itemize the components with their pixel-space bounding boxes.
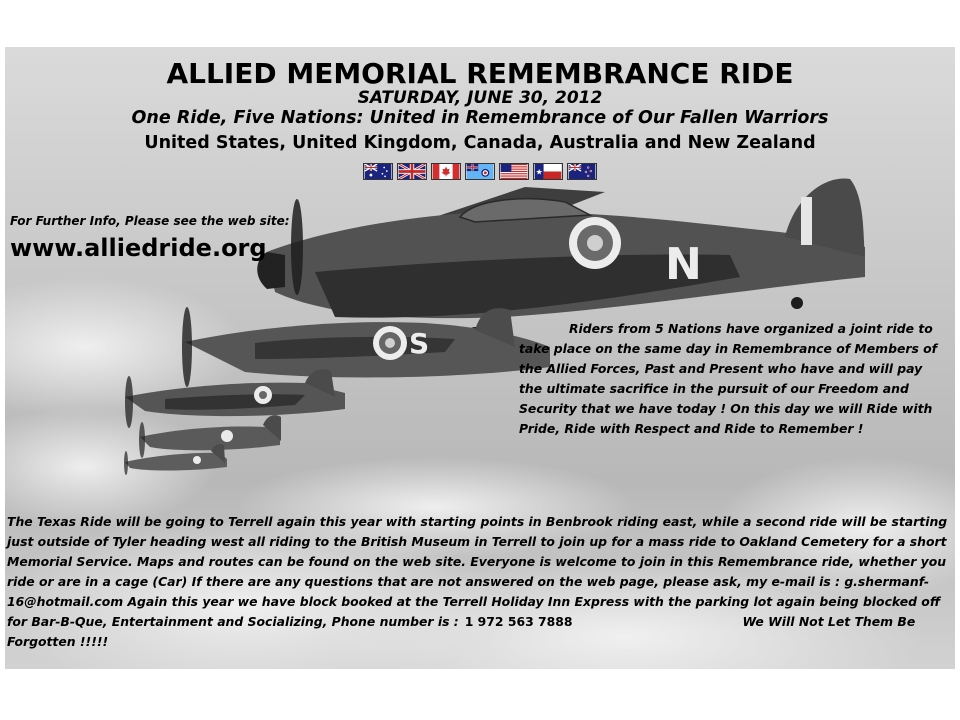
union-jack-flag (397, 163, 427, 180)
riders-paragraph (519, 319, 949, 439)
nation-flags (363, 163, 597, 180)
second-aircraft-code: S (409, 327, 430, 360)
riders-text: Riders from 5 Nations have organized a joint ride to take place on the same day in Remembrance of Members of the Allied Forces, Past and Present who have and will pay the ultimate sacrifice in the pursuit of our Freedom and Security that we have today ! On this day we will Ride with Pride, Ride with Respect and Ride to Remember ! (519, 321, 938, 436)
raf-ensign-flag (465, 163, 495, 180)
australia-flag (363, 163, 393, 180)
hotel-text: Again this year we have block booked at the Terrell Holiday Inn Express with the parking lot again being blocked off for Bar-B-Que, Entertainment and Socializing, Phone number is : (7, 594, 941, 629)
texas-ride-text: The Texas Ride will be going to Terrell again this year with starting points in Benbrook riding east, while a second ride will be starting just outside of Tyler heading west all riding to the British Museum in Terrell to join up for a mass ride to Oakland Cemetery for a short Memorial Service. Maps and routes can be found on the web site. Everyone is welcome to join in this Remembrance ride, whether you ride or are in a cage (Car) If there are any questions that are not answered on the web page, please ask, my e-mail is : g.shermanf-16@hotmail.com (7, 514, 948, 609)
new-zealand-flag (567, 163, 597, 180)
poster-subtitle: One Ride, Five Nations: United in Remembrance of Our Fallen Warriors (131, 108, 829, 128)
closing-line: We Will Not Let Them Be Forgotten !!!!! (7, 614, 916, 649)
poster-slide (5, 47, 955, 669)
texas-ride-paragraph (7, 512, 953, 652)
phone-number: 1 972 563 7888 (464, 614, 573, 629)
canada-flag (431, 163, 461, 180)
lead-aircraft-code: N (665, 239, 702, 290)
nations-line: United States, United Kingdom, Canada, Australia and New Zealand (144, 133, 816, 153)
website-link[interactable]: www.alliedride.org (10, 234, 267, 262)
texas-flag (533, 163, 563, 180)
usa-flag (499, 163, 529, 180)
poster-title: ALLIED MEMORIAL REMEMBRANCE RIDE (166, 57, 794, 90)
event-date: SATURDAY, JUNE 30, 2012 (357, 88, 603, 108)
info-label: For Further Info, Please see the web site: (10, 214, 290, 228)
